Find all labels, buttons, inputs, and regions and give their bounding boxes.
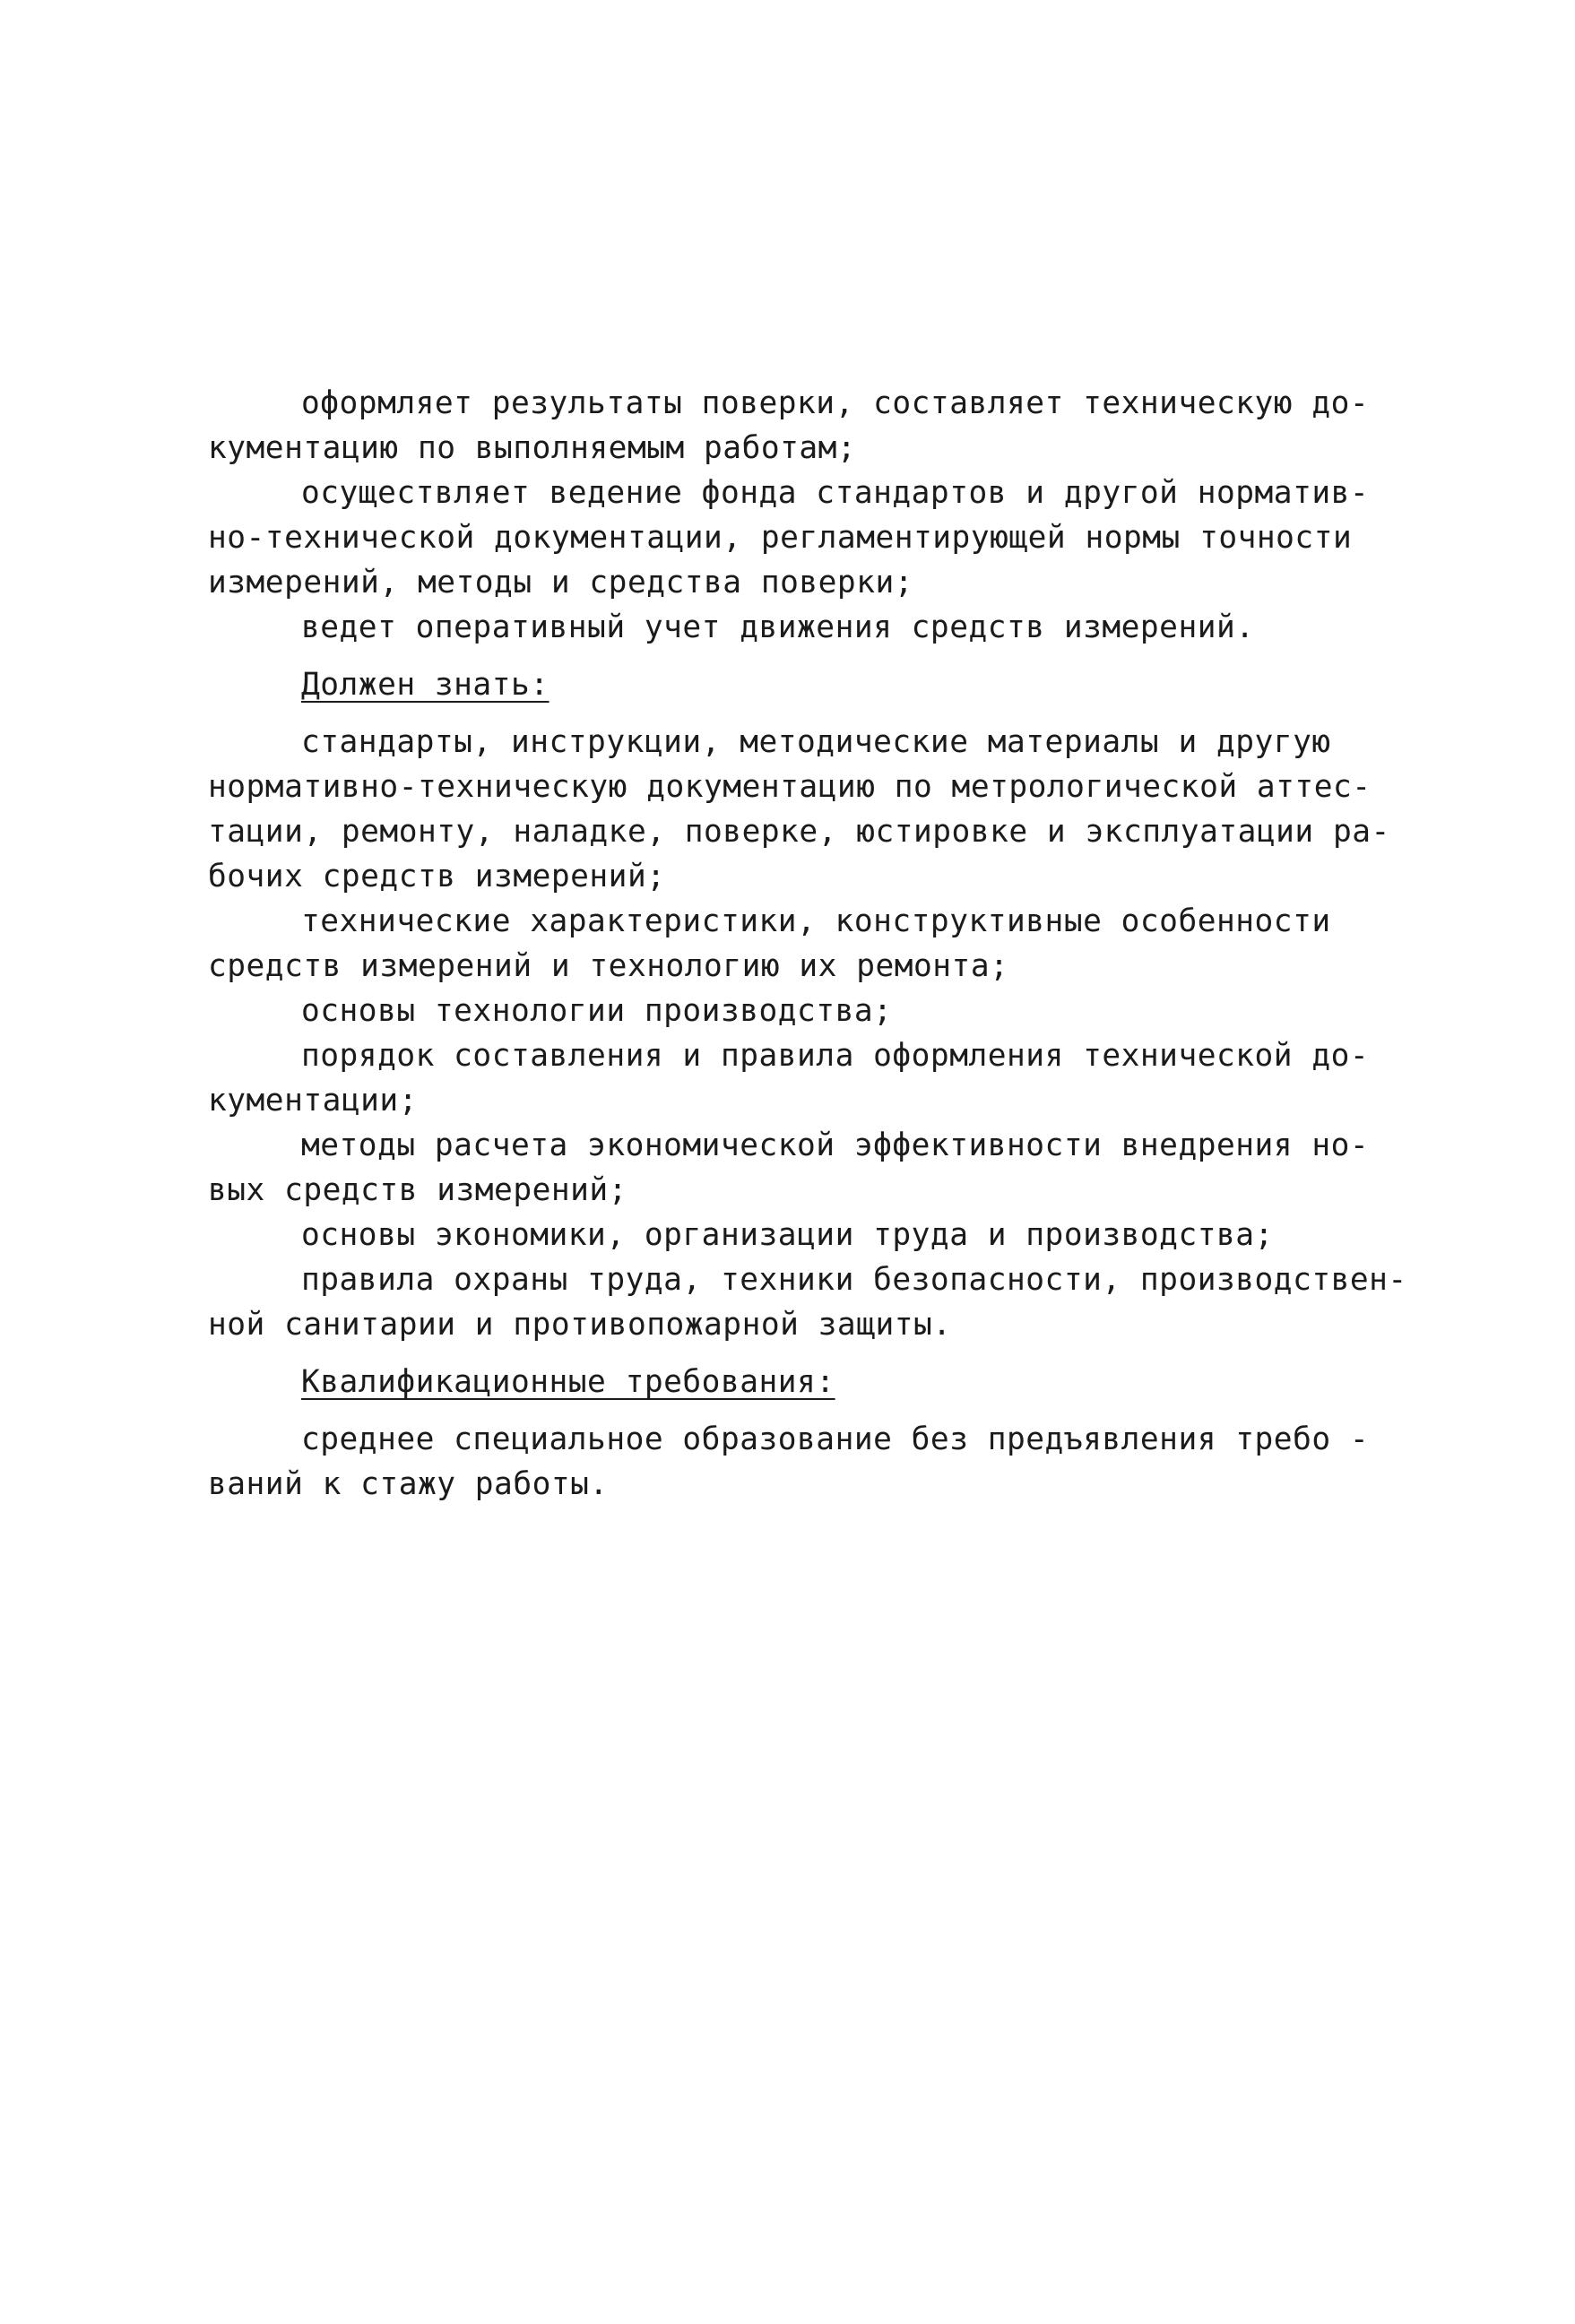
text-line: стандарты, инструкции, методические материалы и другую (301, 724, 1331, 760)
text-line: но-технической документации, регламентирующей нормы точности (208, 520, 1353, 556)
text-line: методы расчета экономической эффективности внедрения но- (301, 1127, 1370, 1163)
text-line: кументацию по выполняемым работам; (208, 430, 857, 466)
text-line: оформляет результаты поверки, составляет техническую до- (301, 385, 1370, 421)
text-line: кументации; (208, 1083, 418, 1119)
text-line: измерений, методы и средства поверки; (208, 565, 914, 600)
text-line: основы экономики, организации труда и производства; (301, 1217, 1274, 1253)
text-line: основы технологии производства; (301, 993, 893, 1029)
text-line: тации, ремонту, наладке, поверке, юстировке и эксплуатации ра- (208, 814, 1390, 850)
text-line: средств измерений и технологию их ремонта; (208, 948, 1009, 984)
section-heading-qualification: Квалификационные требования: (301, 1364, 835, 1400)
text-line: нормативно-техническую документацию по метрологической аттес- (208, 769, 1372, 805)
text-line: правила охраны труда, техники безопасности, производствен- (301, 1262, 1407, 1298)
text-line: вых средств измерений; (208, 1172, 627, 1208)
document-body (208, 381, 1407, 1507)
text-line: ваний к стажу работы. (208, 1466, 609, 1502)
section-heading-must-know: Должен знать: (301, 667, 550, 703)
text-line: ведет оперативный учет движения средств измерений. (301, 609, 1255, 645)
text-line: среднее специальное образование без предъявления требо - (301, 1421, 1370, 1457)
text-line: ной санитарии и противопожарной защиты. (208, 1307, 952, 1343)
text-line: бочих средств измерений; (208, 859, 666, 894)
text-line: технические характеристики, конструктивные особенности (301, 903, 1331, 939)
text-line: порядок составления и правила оформления технической до- (301, 1038, 1370, 1074)
text-line: осуществляет ведение фонда стандартов и другой норматив- (301, 475, 1370, 511)
